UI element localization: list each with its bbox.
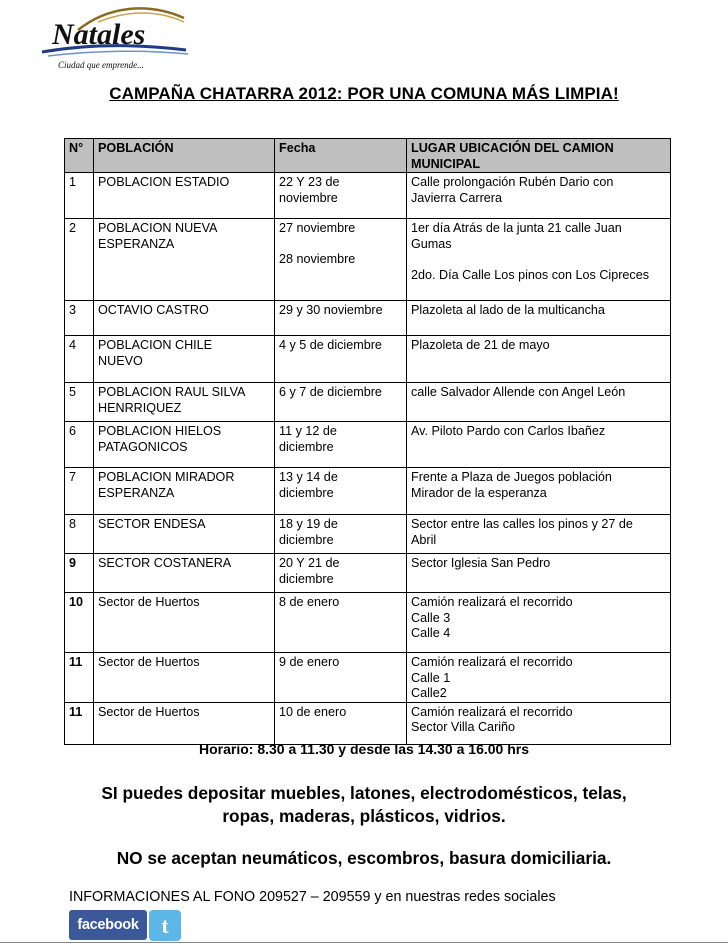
cell-line: Sector de Huertos — [98, 655, 200, 669]
accepted-items-line1: SI puedes depositar muebles, latones, electrodomésticos, telas, — [101, 783, 627, 803]
cell-line: POBLACION RAUL SILVA — [98, 385, 246, 399]
row-fecha — [275, 383, 407, 422]
cell-line: Calle2 — [411, 686, 447, 700]
table-row — [65, 468, 671, 515]
accepted-items-notice — [40, 782, 688, 828]
cell-line: Sector de Huertos — [98, 704, 200, 719]
table-row — [65, 422, 671, 468]
cell-line: 8 de enero — [279, 595, 340, 609]
row-num: 3 — [65, 301, 94, 336]
row-poblacion — [94, 515, 275, 554]
row-poblacion — [94, 173, 275, 219]
row-poblacion — [94, 422, 275, 468]
cell-line: Gumas — [411, 236, 452, 251]
table-row — [65, 173, 671, 219]
cell-line: POBLACION NUEVA — [98, 221, 218, 235]
cell-line: diciembre — [279, 532, 334, 547]
bottom-divider — [0, 942, 728, 943]
header-lugar-line1: LUGAR UBICACIÓN DEL CAMION — [411, 141, 614, 155]
cell-line: Calle 1 — [411, 670, 451, 685]
twitter-icon: t — [161, 912, 169, 938]
row-num: 2 — [65, 219, 94, 301]
row-lugar — [407, 515, 671, 554]
cell-line: Av. Piloto Pardo con Carlos Ibañez — [411, 424, 606, 438]
cell-line: 20 Y 21 de — [279, 556, 340, 570]
row-lugar — [407, 219, 671, 301]
cell-line: 6 y 7 de diciembre — [279, 385, 382, 399]
row-lugar — [407, 383, 671, 422]
row-poblacion — [94, 219, 275, 301]
cell-line: diciembre — [279, 571, 334, 586]
cell-line: diciembre — [279, 439, 334, 454]
row-num: 4 — [65, 336, 94, 383]
table-row — [65, 554, 671, 593]
schedule-hours: Horario: 8.30 a 11.30 y desde las 14.30 a 16.00 hrs — [199, 741, 529, 757]
cell-line: diciembre — [279, 485, 334, 500]
table-row — [65, 219, 671, 301]
row-fecha — [275, 173, 407, 219]
row-num: 11 — [65, 702, 94, 744]
row-fecha — [275, 593, 407, 653]
cell-line: Mirador de la esperanza — [411, 485, 547, 500]
cell-line: 11 y 12 de — [279, 424, 337, 438]
row-fecha — [275, 336, 407, 383]
row-fecha — [275, 554, 407, 593]
row-poblacion — [94, 383, 275, 422]
accepted-items-line2: ropas, maderas, plásticos, vidrios. — [222, 806, 506, 826]
row-lugar — [407, 301, 671, 336]
twitter-button[interactable] — [149, 910, 181, 941]
row-lugar — [407, 554, 671, 593]
cell-line: Calle 4 — [411, 626, 451, 640]
facebook-button[interactable] — [69, 910, 147, 940]
row-fecha — [275, 219, 407, 301]
row-fecha — [275, 702, 407, 744]
cell-line: NUEVO — [98, 353, 143, 368]
contact-info: INFORMACIONES AL FONO 209527 – 209559 y en nuestras redes sociales — [69, 889, 556, 905]
row-poblacion — [94, 702, 275, 744]
table-row — [65, 515, 671, 554]
cell-line: 18 y 19 de — [279, 517, 338, 531]
cell-line: Sector Villa Cariño — [411, 720, 516, 734]
row-lugar — [407, 702, 671, 744]
row-num: 8 — [65, 515, 94, 554]
campaign-schedule-table — [64, 138, 671, 745]
row-num: 9 — [65, 554, 94, 593]
row-lugar — [407, 173, 671, 219]
cell-line: Sector Iglesia San Pedro — [411, 556, 551, 570]
cell-line: Sector de Huertos — [98, 595, 200, 609]
cell-line: ESPERANZA — [98, 236, 175, 251]
natales-logo — [38, 4, 190, 72]
cell-line: POBLACION ESTADIO — [98, 175, 230, 189]
row-num: 6 — [65, 422, 94, 468]
cell-line: calle Salvador Allende con Angel León — [411, 385, 626, 399]
row-lugar — [407, 653, 671, 703]
row-poblacion — [94, 653, 275, 703]
cell-line: Camión realizará el recorrido — [411, 655, 573, 669]
row-num: 5 — [65, 383, 94, 422]
cell-line: POBLACION CHILE — [98, 338, 213, 352]
cell-line: 22 Y 23 de — [279, 175, 340, 189]
table-row — [65, 383, 671, 422]
row-lugar — [407, 468, 671, 515]
table-row — [65, 301, 671, 336]
cell-line: 27 noviembre — [279, 221, 356, 235]
rejected-items-notice: NO se aceptan neumáticos, escombros, basura domiciliaria. — [116, 848, 612, 868]
cell-line: Calle 3 — [411, 610, 451, 625]
cell-line: POBLACION MIRADOR — [98, 470, 235, 484]
row-poblacion — [94, 336, 275, 383]
row-fecha — [275, 301, 407, 336]
row-num: 10 — [65, 593, 94, 653]
row-fecha — [275, 515, 407, 554]
cell-line: ESPERANZA — [98, 485, 175, 500]
cell-line: Sector entre las calles los pinos y 27 de — [411, 517, 633, 531]
table-row — [65, 336, 671, 383]
cell-line: POBLACION HIELOS — [98, 424, 222, 438]
table-row — [65, 702, 671, 744]
cell-line: noviembre — [279, 190, 338, 205]
cell-line: Camión realizará el recorrido — [411, 595, 573, 609]
cell-line: 2do. Día Calle Los pinos con Los Cipreces — [411, 267, 650, 282]
row-fecha — [275, 422, 407, 468]
table-header-row — [65, 139, 671, 173]
page-title: CAMPAÑA CHATARRA 2012: POR UNA COMUNA MÁS LIMPIA! — [109, 84, 619, 103]
cell-line: 10 de enero — [279, 704, 347, 719]
header-num: N° — [65, 139, 94, 173]
table-row — [65, 593, 671, 653]
cell-line: 28 noviembre — [279, 252, 356, 266]
table-row — [65, 653, 671, 703]
cell-line: Javierra Carrera — [411, 190, 502, 205]
row-num: 7 — [65, 468, 94, 515]
cell-line: SECTOR ENDESA — [98, 517, 206, 531]
cell-line: 1er día Atrás de la junta 21 calle Juan — [411, 221, 622, 235]
cell-line: Plazoleta al lado de la multicancha — [411, 303, 605, 317]
logo-graphic — [38, 4, 190, 60]
cell-line: HENRRIQUEZ — [98, 400, 182, 415]
row-fecha — [275, 468, 407, 515]
row-fecha — [275, 653, 407, 703]
header-lugar-line2: MUNICIPAL — [411, 156, 481, 171]
row-poblacion — [94, 593, 275, 653]
row-num: 1 — [65, 173, 94, 219]
cell-line: Abril — [411, 532, 437, 547]
cell-line: Camión realizará el recorrido — [411, 704, 573, 719]
row-lugar — [407, 593, 671, 653]
cell-line: PATAGONICOS — [98, 439, 188, 454]
cell-line: OCTAVIO CASTRO — [98, 303, 209, 317]
header-fecha: Fecha — [275, 139, 407, 173]
cell-line: SECTOR COSTANERA — [98, 556, 232, 570]
cell-line: Calle prolongación Rubén Dario con — [411, 175, 614, 189]
row-poblacion — [94, 301, 275, 336]
row-lugar — [407, 422, 671, 468]
cell-line: 9 de enero — [279, 655, 340, 669]
facebook-icon: facebook — [77, 917, 139, 933]
cell-line: 4 y 5 de diciembre — [279, 338, 382, 352]
row-num: 11 — [65, 653, 94, 703]
logo-wordmark: Natales — [52, 18, 146, 51]
row-poblacion — [94, 554, 275, 593]
cell-line: Plazoleta de 21 de mayo — [411, 338, 550, 352]
header-poblacion: POBLACIÓN — [94, 139, 275, 173]
logo-tagline: Ciudad que emprende... — [58, 60, 144, 70]
cell-line: 13 y 14 de — [279, 470, 338, 484]
cell-line: Frente a Plaza de Juegos población — [411, 470, 612, 484]
row-poblacion — [94, 468, 275, 515]
row-lugar — [407, 336, 671, 383]
cell-line: 29 y 30 noviembre — [279, 303, 383, 317]
header-lugar — [407, 139, 671, 173]
